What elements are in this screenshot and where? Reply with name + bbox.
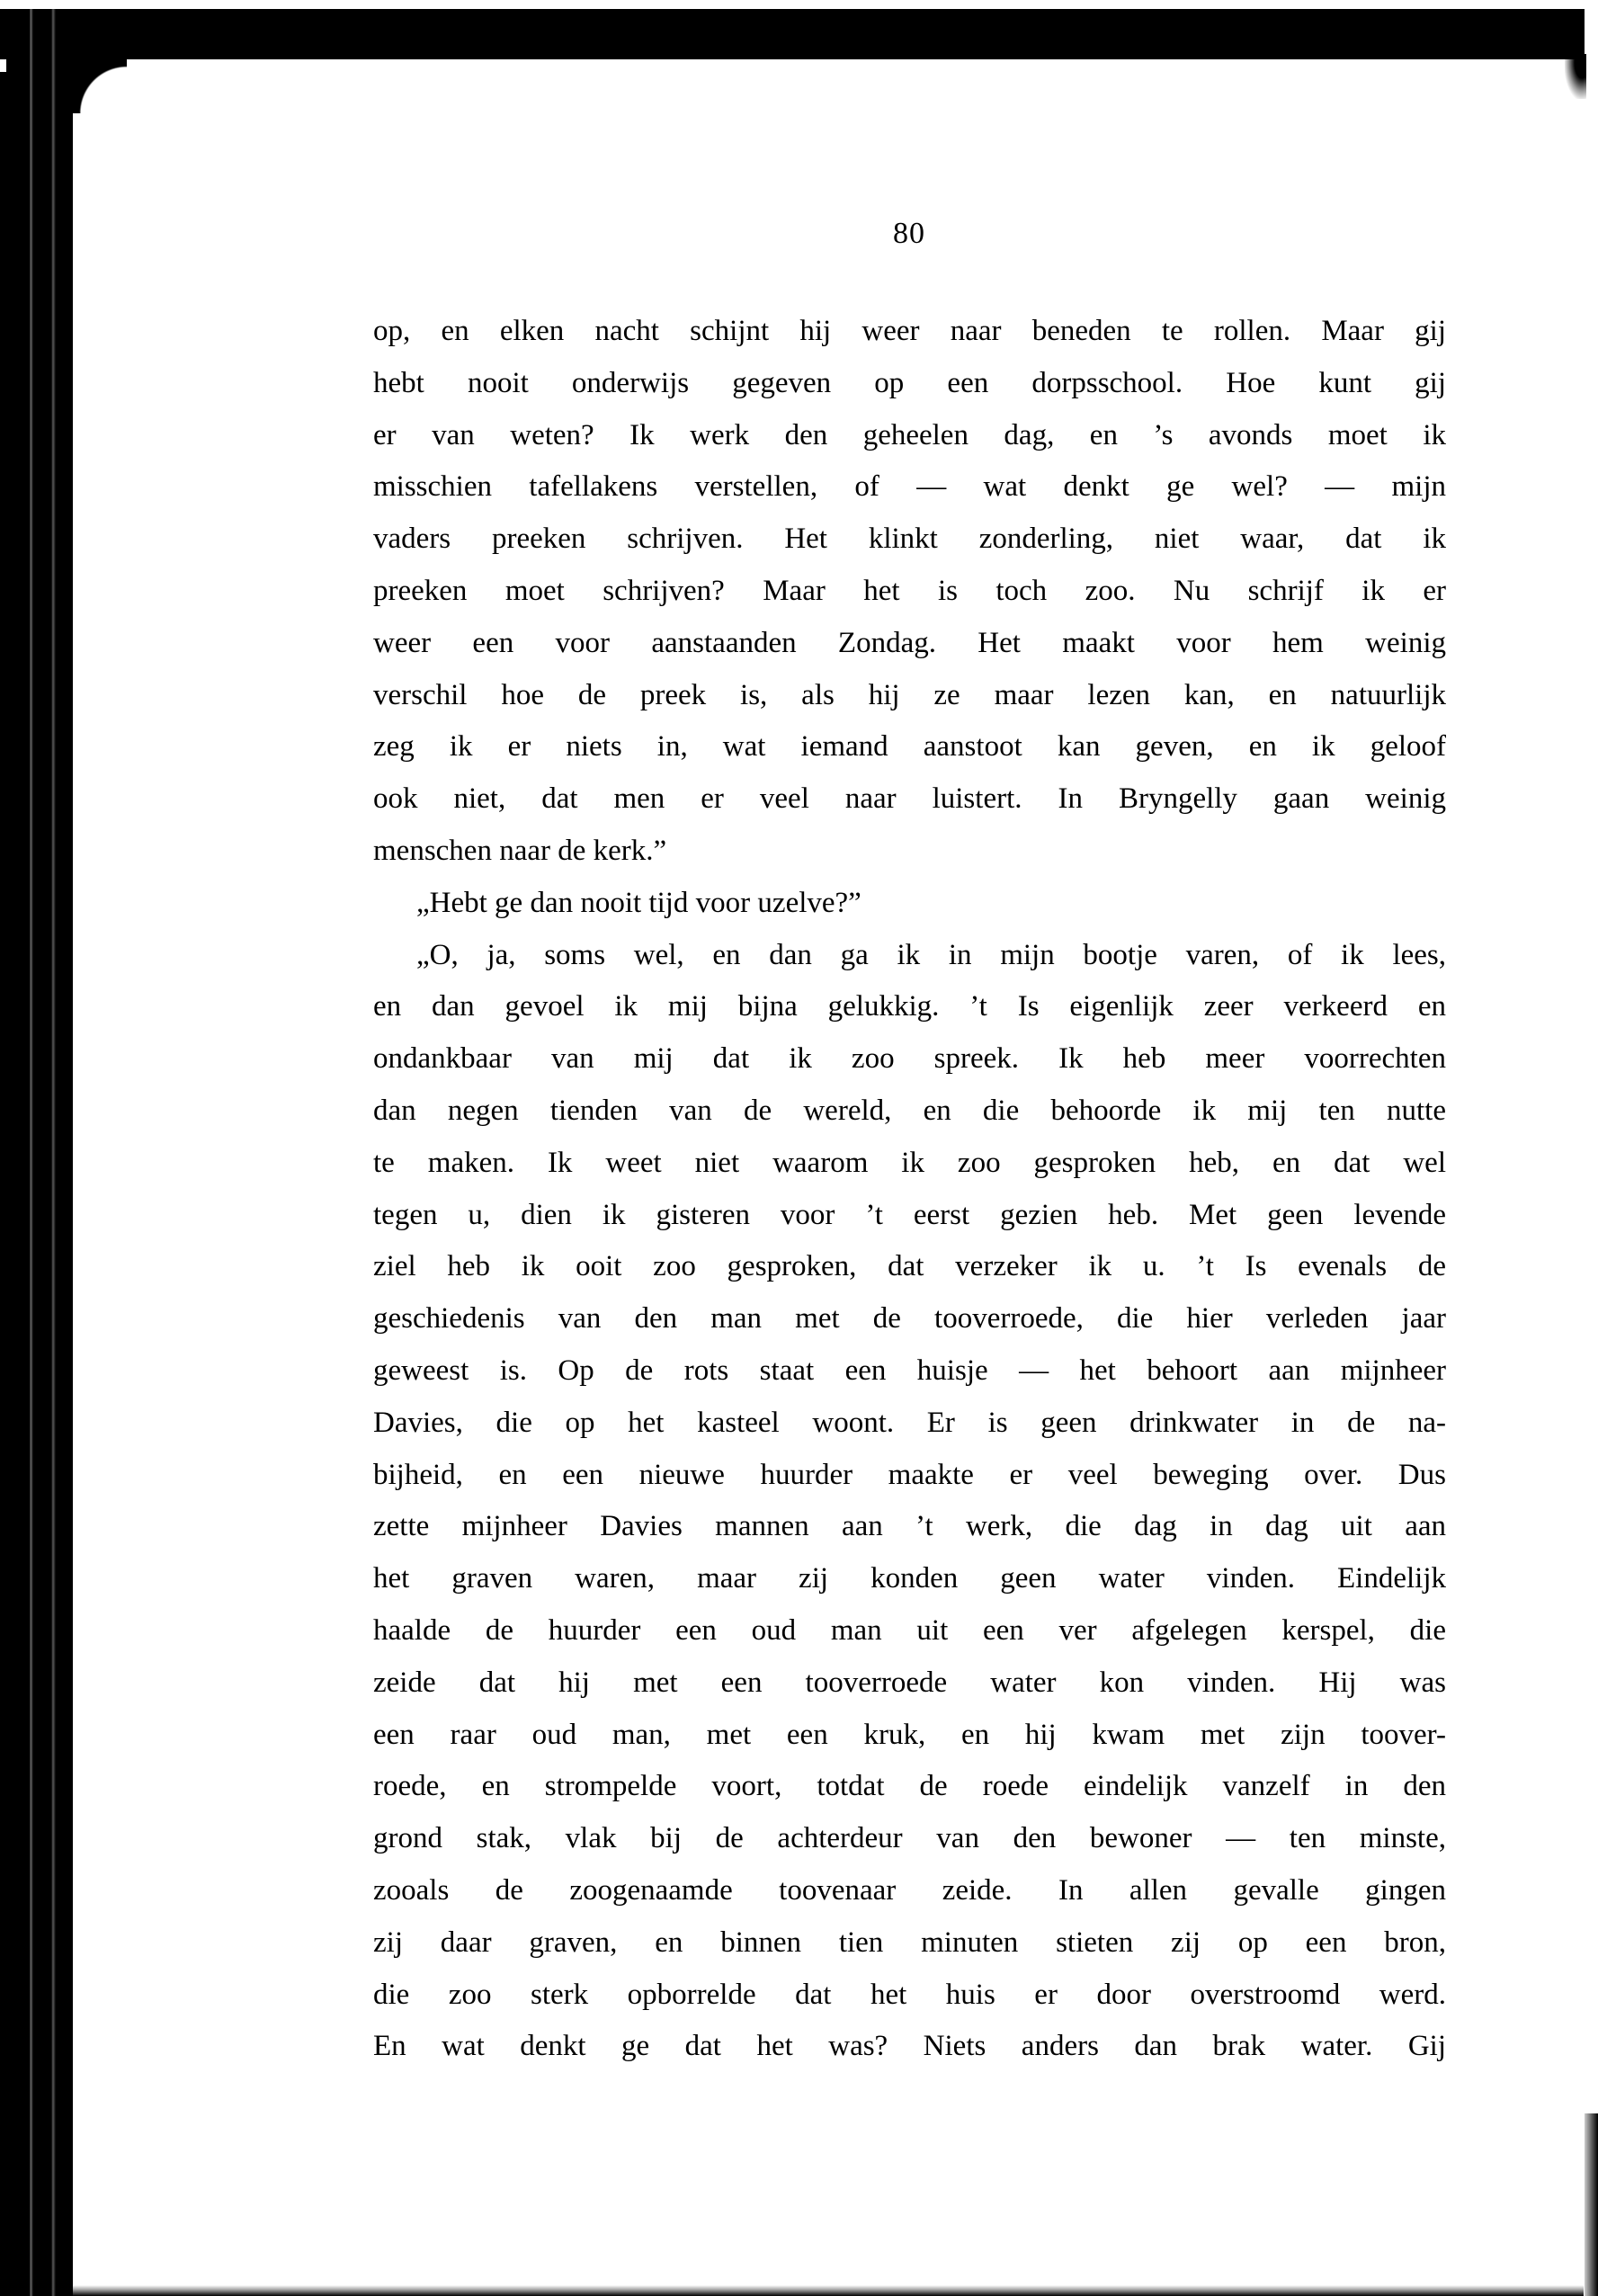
text-line: en dan gevoel ik mij bijna gelukkig. ’t Is eigenlijk zeer verkeerd en bbox=[373, 990, 1446, 1023]
text-line: zeide dat hij met een tooverroede water kon vinden. Hij was bbox=[373, 1666, 1446, 1699]
text-line: hebt nooit onderwijs gegeven op een dorpsschool. Hoe kunt gij bbox=[373, 366, 1446, 399]
text-line: geweest is. Op de rots staat een huisje — het behoort aan mijnheer bbox=[373, 1353, 1446, 1387]
text-line: zij daar graven, en binnen tien minuten stieten zij op een bron, bbox=[373, 1925, 1446, 1959]
scan-top-border bbox=[0, 9, 1585, 59]
text-line: „O, ja, soms wel, en dan ga ik in mijn bootje varen, of ik lees, bbox=[416, 938, 1446, 971]
text-line: zooals de zoogenaamde toovenaar zeide. In allen gevalle gingen bbox=[373, 1873, 1446, 1907]
body-text bbox=[373, 306, 1446, 2073]
scan-right-edge bbox=[1585, 2113, 1598, 2296]
text-line: zeg ik er niets in, wat iemand aanstoot kan geven, en ik geloof bbox=[373, 730, 1446, 764]
text-line: op, en elken nacht schijnt hij weer naar beneden te rollen. Maar gij bbox=[373, 315, 1446, 347]
text-line: bijheid, en een nieuwe huurder maakte er veel beweging over. Dus bbox=[373, 1458, 1446, 1491]
scan-bottom-edge bbox=[73, 2285, 1584, 2296]
text-line: En wat denkt ge dat het was? Niets anders dan brak water. Gij bbox=[373, 2030, 1446, 2063]
scan-corner-shadow bbox=[1565, 54, 1586, 99]
text-line: menschen naar de kerk.” bbox=[373, 834, 667, 867]
text-line: haalde de huurder een oud man uit een ver afgelegen kerspel, die bbox=[373, 1613, 1446, 1647]
text-line: ook niet, dat men er veel naar luistert. In Bryngelly gaan weinig bbox=[373, 782, 1446, 816]
text-line: die zoo sterk opborrelde dat het huis er door overstroomd werd. bbox=[373, 1978, 1446, 2011]
text-line: „Hebt ge dan nooit tijd voor uzelve?” bbox=[416, 886, 861, 919]
text-line: tegen u, dien ik gisteren voor ’t eerst gezien heb. Met geen levende bbox=[373, 1198, 1446, 1231]
text-line: te maken. Ik weet niet waarom ik zoo gesproken heb, en dat wel bbox=[373, 1146, 1446, 1179]
text-line: roede, en strompelde voort, totdat de roede eindelijk vanzelf in den bbox=[373, 1770, 1446, 1803]
text-line: weer een voor aanstaanden Zondag. Het maakt voor hem weinig bbox=[373, 626, 1446, 659]
book-binding-shadow bbox=[6, 9, 73, 2296]
text-line: het graven waren, maar zij konden geen water vinden. Eindelijk bbox=[373, 1562, 1446, 1595]
text-line: er van weten? Ik werk den geheelen dag, en ’s avonds moet ik bbox=[373, 418, 1446, 451]
text-line: preeken moet schrijven? Maar het is toch zoo. Nu schrijf ik er bbox=[373, 574, 1446, 607]
page-number: 80 bbox=[893, 217, 925, 250]
text-line: ondankbaar van mij dat ik zoo spreek. Ik heb meer voorrechten bbox=[373, 1042, 1446, 1076]
text-line: grond stak, vlak bij de achterdeur van den bewoner — ten minste, bbox=[373, 1822, 1446, 1855]
text-line: een raar oud man, met een kruk, en hij kwam met zijn toover- bbox=[373, 1718, 1446, 1751]
text-line: vaders preeken schrijven. Het klinkt zonderling, niet waar, dat ik bbox=[373, 523, 1446, 556]
page-corner bbox=[73, 59, 127, 113]
text-line: misschien tafellakens verstellen, of — wat denkt ge wel? — mijn bbox=[373, 470, 1446, 504]
text-line: geschiedenis van den man met de tooverroede, die hier verleden jaar bbox=[373, 1302, 1446, 1336]
text-line: zette mijnheer Davies mannen aan ’t werk, die dag in dag uit aan bbox=[373, 1510, 1446, 1543]
text-line: ziel heb ik ooit zoo gesproken, dat verzeker ik u. ’t Is evenals de bbox=[373, 1250, 1446, 1283]
text-line: Davies, die op het kasteel woont. Er is geen drinkwater in de na- bbox=[373, 1406, 1446, 1439]
text-line: dan negen tienden van de wereld, en die behoorde ik mij ten nutte bbox=[373, 1094, 1446, 1127]
text-line: verschil hoe de preek is, als hij ze maar lezen kan, en natuurlijk bbox=[373, 678, 1446, 711]
